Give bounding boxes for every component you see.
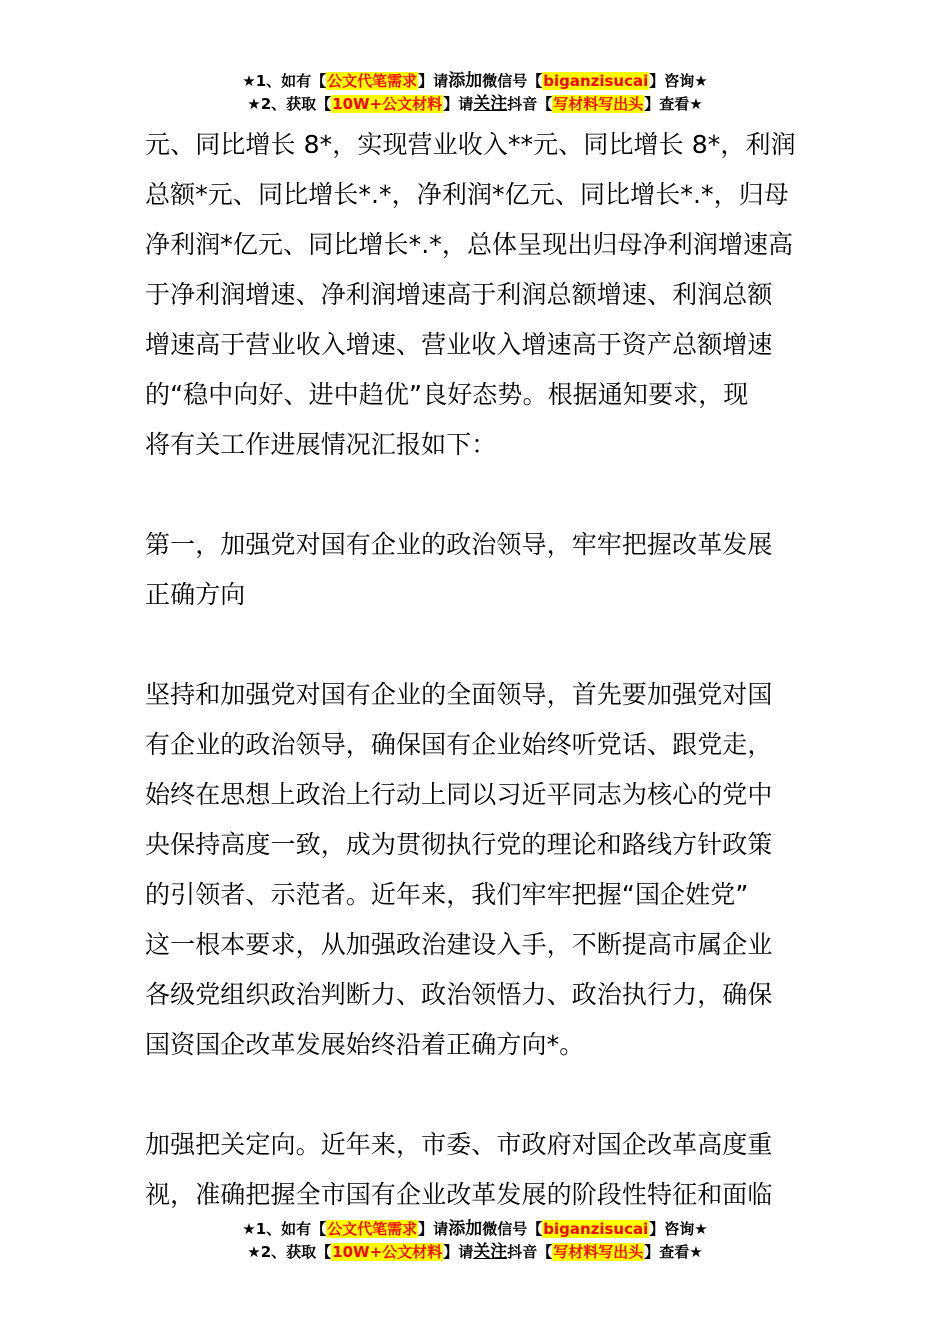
banner-highlight: 10W+公文材料 [332,1243,443,1261]
banner-text: ★1、如有【 [242,1220,327,1238]
text-line: 将有关工作进展情况汇报如下： [145,430,497,459]
text-line: 始终在思想上政治上行动上同以习近平同志为核心的党中 [145,780,773,809]
section-heading-1 [145,520,815,620]
text-line: 坚持和加强党对国有企业的全面领导，首先要加强党对国 [145,680,773,709]
banner-text: ★2、获取【 [247,95,332,113]
paragraph-1 [145,120,815,470]
banner-text: 】咨询★ [649,1220,708,1238]
paragraph-3 [145,1120,815,1220]
banner-text: 】请 [443,95,474,113]
banner-emphasis: 关注 [473,94,508,114]
banner-line-2 [0,93,950,116]
footer-banner [0,1218,950,1264]
document-body [145,120,815,1220]
banner-text: 抖音【 [507,95,553,113]
banner-highlight: 公文代笔需求 [327,1220,418,1238]
text-line: 增速高于营业收入增速、营业收入增速高于资产总额增速 [145,330,773,359]
heading-line: 第一，加强党对国有企业的政治领导，牢牢把握改革发展 [145,530,773,559]
banner-line-2 [0,1241,950,1264]
banner-highlight: 写材料写出头 [553,95,644,113]
text-line: 央保持高度一致，成为贯彻执行党的理论和路线方针政策 [145,830,773,859]
banner-emphasis: 添加 [448,1219,483,1239]
text-line: 总额*元、同比增长*.*，净利润*亿元、同比增长*.*，归母 [145,180,789,209]
banner-highlight: 写材料写出头 [553,1243,644,1261]
banner-text: 】请 [418,72,449,90]
text-line: 各级党组织政治判断力、政治领悟力、政治执行力，确保 [145,980,773,1009]
banner-text: 微信号【 [482,1220,543,1238]
text-line: 的“稳中向好、进中趋优”良好态势。根据通知要求，现 [145,380,749,409]
header-banner [0,70,950,116]
banner-wechat-id: biganzisucai [543,1220,649,1238]
paragraph-2 [145,670,815,1070]
banner-text: ★1、如有【 [242,72,327,90]
banner-text: 】查看★ [644,95,703,113]
text-line: 于净利润增速、净利润增速高于利润总额增速、利润总额 [145,280,773,309]
text-line: 视，准确把握全市国有企业改革发展的阶段性特征和面临 [145,1180,773,1209]
banner-text: 】咨询★ [649,72,708,90]
banner-line-1 [0,70,950,93]
banner-text: 】请 [443,1243,474,1261]
banner-highlight: 10W+公文材料 [332,95,443,113]
banner-text: 抖音【 [507,1243,553,1261]
text-line: 净利润*亿元、同比增长*.*，总体呈现出归母净利润增速高 [145,230,794,259]
banner-wechat-id: biganzisucai [543,72,649,90]
text-line: 这一根本要求，从加强政治建设入手，不断提高市属企业 [145,930,773,959]
text-line: 加强把关定向。近年来，市委、市政府对国企改革高度重 [145,1130,773,1159]
text-line: 的引领者、示范者。近年来，我们牢牢把握“国企姓党” [145,880,749,909]
banner-text: 】查看★ [644,1243,703,1261]
banner-text: ★2、获取【 [247,1243,332,1261]
banner-text: 微信号【 [482,72,543,90]
banner-line-1 [0,1218,950,1241]
text-line: 元、同比增长 8*，实现营业收入**元、同比增长 8*，利润 [145,130,796,159]
banner-highlight: 公文代笔需求 [327,72,418,90]
heading-line: 正确方向 [145,580,246,609]
banner-text: 】请 [418,1220,449,1238]
text-line: 有企业的政治领导，确保国有企业始终听党话、跟党走， [145,730,773,759]
banner-emphasis: 添加 [448,71,483,91]
text-line: 国资国企改革发展始终沿着正确方向*。 [145,1030,585,1059]
banner-emphasis: 关注 [473,1242,508,1262]
